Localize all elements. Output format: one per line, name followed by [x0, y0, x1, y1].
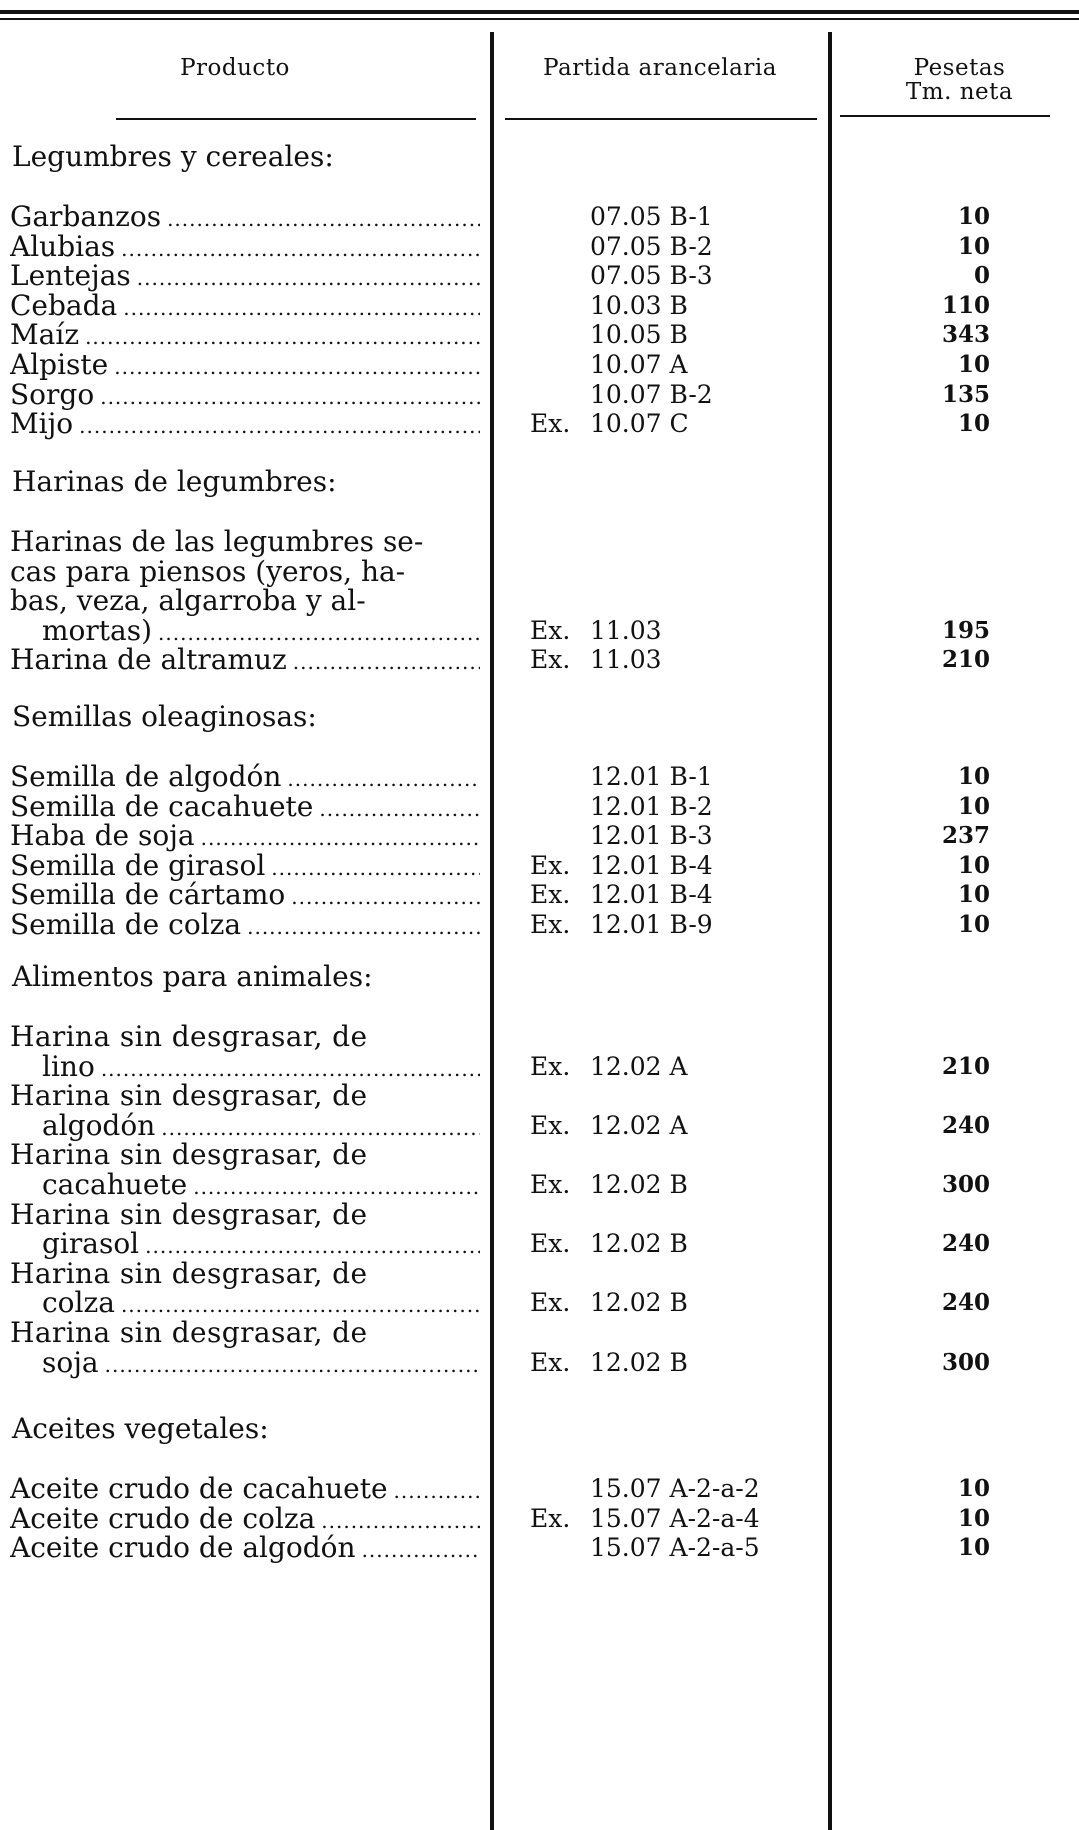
tariff-code: 10.07 B-2 — [590, 379, 713, 409]
ex-prefix: Ex. — [530, 1347, 571, 1377]
table-row — [0, 1346, 1079, 1380]
ex-prefix: Ex. — [530, 1288, 571, 1318]
header-tm-neta: Tm. neta — [905, 79, 1014, 105]
product-name: Haba de soja — [10, 819, 195, 853]
tariff-code: 15.07 A-2-a-2 — [590, 1474, 760, 1503]
pesetas-value: 10 — [957, 763, 990, 790]
tariff-code: 12.02 B — [590, 1347, 688, 1377]
pesetas-value: 300 — [941, 1348, 990, 1376]
product-name: Cebada — [10, 288, 118, 322]
pesetas-value: 10 — [957, 1504, 990, 1532]
ex-prefix: Ex. — [530, 409, 571, 439]
product-name: Aceite crudo de cacahuete — [10, 1472, 388, 1505]
tariff-code: 10.03 B — [590, 290, 688, 320]
pesetas-value: 10 — [957, 203, 990, 230]
product-name: Semilla de girasol — [10, 848, 266, 882]
section-title: Aceites vegetales: — [12, 1412, 269, 1445]
product-name: soja — [42, 1345, 99, 1379]
header-underline-pesetas — [840, 115, 1050, 117]
pesetas-value: 0 — [973, 262, 990, 290]
product-name: Mijo — [10, 407, 74, 441]
dot-leader — [79, 407, 480, 443]
section-title: Alimentos para animales: — [12, 960, 373, 993]
product-name-line: Harina sin desgrasar, de — [10, 1138, 368, 1172]
tariff-code: 12.01 B-4 — [590, 880, 713, 910]
tariff-code: 10.07 C — [590, 409, 689, 439]
tariff-code: 12.01 B-9 — [590, 910, 713, 939]
product-name-line: bas, veza, algarroba y al- — [10, 584, 366, 618]
tariff-code: 12.01 B-3 — [590, 821, 713, 851]
product-cell — [10, 407, 480, 443]
ex-prefix: Ex. — [530, 1170, 571, 1199]
top-rule-thin — [0, 18, 1079, 20]
tariff-code: 15.07 A-2-a-4 — [590, 1503, 760, 1533]
dot-leader — [105, 1346, 480, 1382]
tariff-code: 07.05 B-2 — [590, 231, 713, 261]
pesetas-value: 195 — [941, 616, 990, 644]
tariff-code: 10.05 B — [590, 320, 688, 350]
tariff-code: 12.02 B — [590, 1288, 688, 1318]
ex-prefix: Ex. — [530, 1110, 571, 1140]
pesetas-value: 10 — [957, 351, 990, 378]
product-cell — [10, 643, 480, 679]
pesetas-value: 240 — [941, 1111, 990, 1139]
product-name: Aceite crudo de colza — [10, 1501, 316, 1535]
product-name: cacahuete — [42, 1168, 188, 1201]
pesetas-value: 110 — [941, 291, 990, 319]
pesetas-value: 240 — [941, 1230, 990, 1258]
tariff-cell — [530, 643, 820, 677]
tariff-code: 12.01 B-2 — [590, 791, 713, 821]
tariff-code: 12.02 A — [590, 1110, 688, 1140]
product-name-line: cas para piensos (yeros, ha- — [10, 554, 406, 588]
tariff-cell — [530, 1227, 820, 1261]
pesetas-value: 135 — [941, 380, 990, 408]
ex-prefix: Ex. — [530, 850, 571, 880]
pesetas-value: 10 — [957, 851, 990, 879]
tariff-code: 11.03 — [590, 645, 662, 675]
table-row — [0, 908, 1079, 942]
table-row — [0, 407, 1079, 441]
product-name: colza — [42, 1286, 115, 1320]
section-title: Legumbres y cereales: — [12, 140, 334, 173]
pesetas-value: 343 — [941, 321, 990, 349]
product-name: Semilla de colza — [10, 908, 242, 941]
tariff-code: 12.02 B — [590, 1170, 688, 1199]
product-name: Harina de altramuz — [10, 643, 287, 677]
dot-leader — [247, 908, 480, 944]
tariff-cell — [530, 407, 820, 441]
product-name: Alubias — [10, 229, 116, 263]
product-name: Semilla de algodón — [10, 760, 282, 793]
product-name: Semilla de cártamo — [10, 878, 286, 912]
ex-prefix: Ex. — [530, 910, 571, 939]
pesetas-value: 300 — [941, 1171, 990, 1198]
tariff-code: 15.07 A-2-a-5 — [590, 1533, 760, 1563]
tariff-code: 11.03 — [590, 615, 662, 645]
tariff-code: 10.07 A — [590, 350, 688, 379]
product-cell — [10, 908, 480, 944]
tariff-cell — [530, 1109, 820, 1143]
ex-prefix: Ex. — [530, 880, 571, 910]
ex-prefix: Ex. — [530, 615, 571, 645]
ex-prefix: Ex. — [530, 1051, 571, 1081]
pesetas-value: 10 — [957, 410, 990, 438]
dot-leader — [362, 1531, 480, 1567]
tariff-code: 07.05 B-1 — [590, 202, 713, 231]
product-name-line: Harina sin desgrasar, de — [10, 1256, 368, 1290]
product-name: girasol — [42, 1227, 140, 1261]
product-name: Garbanzos — [10, 200, 162, 233]
table-row — [0, 1531, 1079, 1565]
tariff-code: 12.02 A — [590, 1051, 688, 1081]
section-title: Semillas oleaginosas: — [12, 700, 317, 733]
ex-prefix: Ex. — [530, 1229, 571, 1259]
header-underline-product — [116, 118, 476, 120]
product-name: Sorgo — [10, 377, 95, 411]
product-name: lino — [42, 1049, 95, 1083]
product-name-line: Harinas de las legumbres se- — [10, 525, 424, 558]
pesetas-value: 10 — [957, 911, 990, 938]
ex-prefix: Ex. — [530, 645, 571, 675]
tariff-cell — [530, 1050, 820, 1084]
tariff-code: 12.01 B-1 — [590, 762, 713, 791]
tariff-cell — [530, 1346, 820, 1380]
header-tariff: Partida arancelaria — [543, 55, 777, 81]
header-product: Producto — [180, 55, 290, 81]
product-name: Semilla de cacahuete — [10, 789, 314, 823]
product-cell — [42, 1346, 480, 1382]
pesetas-value: 210 — [941, 646, 990, 674]
pesetas-value: 10 — [957, 792, 990, 820]
product-name-line: Harina sin desgrasar, de — [10, 1020, 368, 1053]
tariff-cell — [530, 1531, 820, 1565]
product-name-line: Harina sin desgrasar, de — [10, 1316, 368, 1349]
table-row — [0, 643, 1079, 677]
tariff-code: 12.01 B-4 — [590, 850, 713, 880]
tariff-cell — [530, 1168, 820, 1202]
dot-leader — [293, 643, 480, 679]
product-name-line: Harina sin desgrasar, de — [10, 1197, 368, 1231]
pesetas-value: 10 — [957, 232, 990, 260]
tariff-code: 12.02 B — [590, 1229, 688, 1259]
product-name-line: Harina sin desgrasar, de — [10, 1079, 368, 1113]
header-underline-tariff — [505, 118, 817, 120]
pesetas-value: 10 — [957, 1475, 990, 1502]
product-name: Maíz — [10, 318, 80, 352]
tariff-cell — [530, 908, 820, 942]
ex-prefix: Ex. — [530, 1503, 571, 1533]
pesetas-value: 237 — [941, 822, 990, 850]
product-cell — [10, 1531, 480, 1567]
pesetas-value: 10 — [957, 881, 990, 909]
pesetas-value: 10 — [957, 1534, 990, 1562]
pesetas-value: 240 — [941, 1289, 990, 1317]
tariff-code: 07.05 B-3 — [590, 261, 713, 291]
product-name: algodón — [42, 1108, 156, 1142]
pesetas-value: 210 — [941, 1052, 990, 1080]
tariff-cell — [530, 1286, 820, 1320]
product-name: mortas) — [42, 613, 153, 647]
product-name: Aceite crudo de algodón — [10, 1531, 356, 1565]
section-title: Harinas de legumbres: — [12, 465, 337, 498]
top-rule-thick — [0, 10, 1079, 14]
product-name: Alpiste — [10, 348, 109, 381]
product-name: Lentejas — [10, 259, 131, 293]
header-pesetas: Pesetas — [913, 55, 1006, 81]
